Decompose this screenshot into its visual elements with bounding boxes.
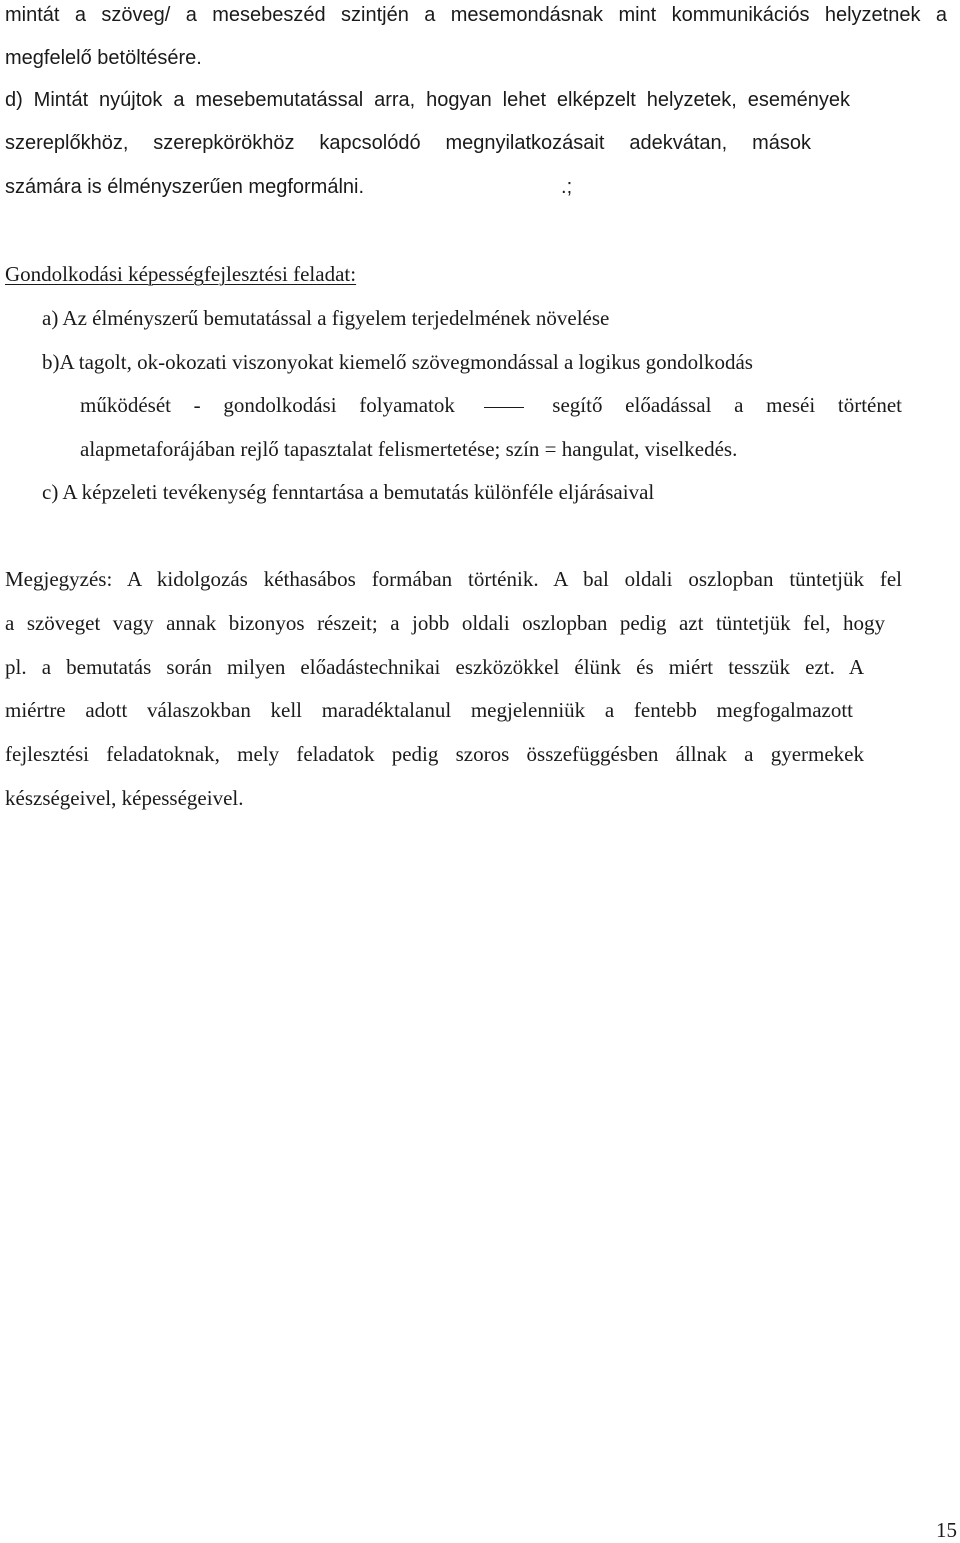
dash-rule: [484, 407, 524, 408]
page-number: 15: [936, 1518, 957, 1542]
section-heading: Gondolkodási képességfejlesztési feladat:: [5, 262, 357, 286]
task-item-b-part-2: segítő előadással a meséi történet: [552, 393, 903, 417]
note-line-1: Megjegyzés: A kidolgozás kéthasábos formában történik. A bal oldali oszlopban tüntetjük fel: [5, 567, 902, 591]
trailing-punctuation: .;: [561, 176, 573, 198]
item-d-line-3: [5, 174, 572, 200]
note-line-6: készségeivel, képességeivel.: [5, 786, 244, 810]
task-item-b-line-2: [80, 392, 902, 418]
task-item-b-part-1: működését - gondolkodási folyamatok: [80, 393, 455, 417]
note-line-4: miértre adott válaszokban kell maradéktalanul megjelenniük a fentebb megfogalmazott: [5, 698, 853, 722]
task-item-a: a) Az élményszerű bemutatással a figyelem terjedelmének növelése: [42, 306, 610, 330]
task-item-b-line-3: alapmetaforájában rejlő tapasztalat felismertetése; szín = hangulat, viselkedés.: [80, 437, 738, 461]
note-line-3: pl. a bemutatás során milyen előadástechnikai eszközökkel élünk és miért tesszük ezt. A: [5, 655, 864, 679]
item-d-text: számára is élményszerűen megformálni.: [5, 176, 365, 198]
item-d-line-2: szereplőkhöz, szerepkörökhöz kapcsolódó megnyilatkozásait adekvátan, mások: [5, 132, 811, 154]
intro-line-2: megfelelő betöltésére.: [5, 47, 202, 69]
note-line-2: a szöveget vagy annak bizonyos részeit; a jobb oldali oszlopban pedig azt tüntetjük fel, hogy: [5, 611, 885, 635]
task-item-b-text: A tagolt, ok-okozati viszonyokat kiemelő szövegmondással a logikus gondolkodás: [59, 350, 753, 374]
task-item-c: c) A képzeleti tevékenység fenntartása a bemutatás különféle eljárásaival: [42, 480, 655, 504]
intro-line-1: mintát a szöveg/ a mesebeszéd szintjén a mesemondásnak mint kommunikációs helyzetnek a: [5, 4, 947, 26]
task-item-b-marker: b): [42, 350, 60, 374]
note-line-5: fejlesztési feladatoknak, mely feladatok pedig szoros összefüggésben állnak a gyermekek: [5, 742, 864, 766]
task-item-b-line-1: [42, 349, 753, 375]
item-d-line-1: d) Mintát nyújtok a mesebemutatással arra, hogyan lehet elképzelt helyzetek, események: [5, 89, 850, 111]
